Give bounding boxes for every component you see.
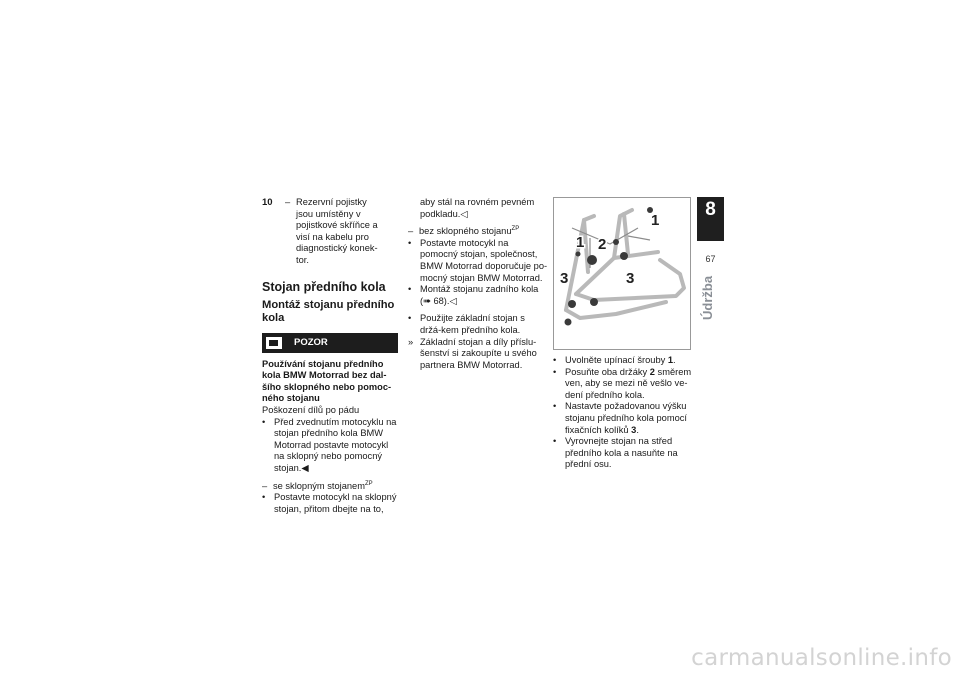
list-item xyxy=(408,226,548,238)
list-item: • Uvolněte upínací šrouby 1. xyxy=(553,355,676,365)
watermark: carmanualsonline.info xyxy=(691,645,952,671)
bullet-marker: • xyxy=(262,416,266,427)
list-item xyxy=(553,367,695,402)
step-text: Použijte základní stojan s držá-kem předního kola. xyxy=(420,313,525,335)
bullet-marker: • xyxy=(408,284,412,295)
subsection-heading: Montáž stojanu předního kola xyxy=(262,298,395,324)
front-wheel-stand-illustration xyxy=(554,198,690,349)
end-mark: ◀ xyxy=(301,462,309,473)
list-item xyxy=(262,417,400,475)
part-number: 2 xyxy=(649,366,655,377)
callout-3: 3 xyxy=(626,270,635,287)
list-item xyxy=(408,284,548,307)
holder xyxy=(587,255,597,265)
wheel xyxy=(568,300,576,308)
bolt xyxy=(576,252,581,257)
dash-marker: – xyxy=(262,480,268,491)
result-marker: » xyxy=(408,336,414,347)
list-item xyxy=(408,238,548,284)
warning-body: Poškození dílů po pádu xyxy=(262,404,360,415)
step-text: Posuňte oba držáky xyxy=(565,366,648,377)
bullet-marker: • xyxy=(553,366,557,377)
bullet-marker: • xyxy=(553,401,557,412)
step-text: Postavte motocykl na pomocný stojan, společnost, BMW Motorrad doporučuje po-mocný stojan BMW Motorrad. xyxy=(420,237,548,283)
fuse-note xyxy=(285,197,385,267)
part-number: 3 xyxy=(631,424,637,435)
motorcycle-warning-icon xyxy=(266,337,282,349)
bullet-marker: • xyxy=(408,313,412,324)
callout-3: 3 xyxy=(560,270,569,287)
column-left xyxy=(262,197,400,515)
step-text: Uvolněte upínací šrouby xyxy=(565,355,666,365)
page-reference[interactable]: (➠ 68). xyxy=(420,295,450,306)
part-number: 1 xyxy=(667,355,674,365)
warning-banner xyxy=(262,333,398,353)
holder xyxy=(620,252,628,260)
warning-title: Používání stojanu předního kola BMW Motorrad bez dal-šího sklopného nebo pomoc-ného stojanu xyxy=(262,358,392,404)
page-number: 10 xyxy=(262,197,273,208)
chapter-tab xyxy=(697,197,724,241)
optional-equipment-mark: ZP xyxy=(364,480,373,487)
step-text: Montáž stojanu zadního kola xyxy=(420,284,539,295)
wheel xyxy=(565,319,572,326)
list-item xyxy=(408,313,548,336)
section-heading: Stojan předního kola xyxy=(262,279,386,294)
wheel xyxy=(590,298,598,306)
end-mark: ◁ xyxy=(460,208,468,219)
condition-text: se sklopným stojanem xyxy=(273,480,365,491)
list-item xyxy=(408,337,548,372)
step-continuation: aby stál na rovném pevném podkladu. xyxy=(420,197,535,219)
column-right xyxy=(553,355,695,471)
end-mark: ◁ xyxy=(449,295,457,306)
callout-1: 1 xyxy=(576,234,585,251)
list-item xyxy=(262,492,400,515)
bullet-marker: • xyxy=(262,492,266,503)
front-wheel-stand-figure xyxy=(553,197,691,350)
bullet-marker: • xyxy=(553,355,557,365)
step-text: Postavte motocykl na sklopný stojan, přitom dbejte na to, xyxy=(274,492,397,514)
dash-marker: – xyxy=(408,226,414,237)
holder xyxy=(613,239,619,245)
chapter-title: Údržba xyxy=(700,275,715,320)
chapter-number: 8 xyxy=(705,199,716,220)
list-item: • Nastavte požadovanou výšku stojanu předního kola pomocí fixačních kolíků 3. xyxy=(553,401,687,435)
condition-text: bez sklopného stojanu xyxy=(419,226,512,237)
callout-2: 2 xyxy=(598,236,607,253)
bullet-marker: • xyxy=(408,237,412,248)
warning-bullet-text: Před zvednutím motocyklu na stojan předního kola BMW Motorrad postavte motocykl na sklopný nebo pomocný stojan. xyxy=(274,416,397,473)
chapter-page-number: 67 xyxy=(705,254,716,264)
warning-label: POZOR xyxy=(294,336,328,348)
optional-equipment-mark: ZP xyxy=(511,226,520,233)
bullet-marker: • xyxy=(553,436,557,447)
column-middle xyxy=(408,197,548,371)
list-item xyxy=(262,481,400,493)
dash-marker: – xyxy=(285,197,291,207)
step-text: směrem ven, aby se mezi ně vešlo ve-dení předního kola. xyxy=(565,366,692,400)
list-item xyxy=(553,436,695,471)
step-text: Vyrovnejte stojan na střed předního kola a nasuňte na přední osu. xyxy=(565,436,678,470)
callout-1: 1 xyxy=(651,212,660,229)
result-text: Základní stojan a díly příslu-šenství si zakoupíte u svého partnera BMW Motorrad. xyxy=(420,336,537,370)
step-text: Nastavte požadovanou výšku stojanu předního kola pomocí fixačních kolíků xyxy=(565,401,687,435)
fuse-note-text: Rezervní pojistky jsou umístěny v pojistkové skříňce a visí na kabelu pro diagnostický konek-tor. xyxy=(296,197,378,265)
